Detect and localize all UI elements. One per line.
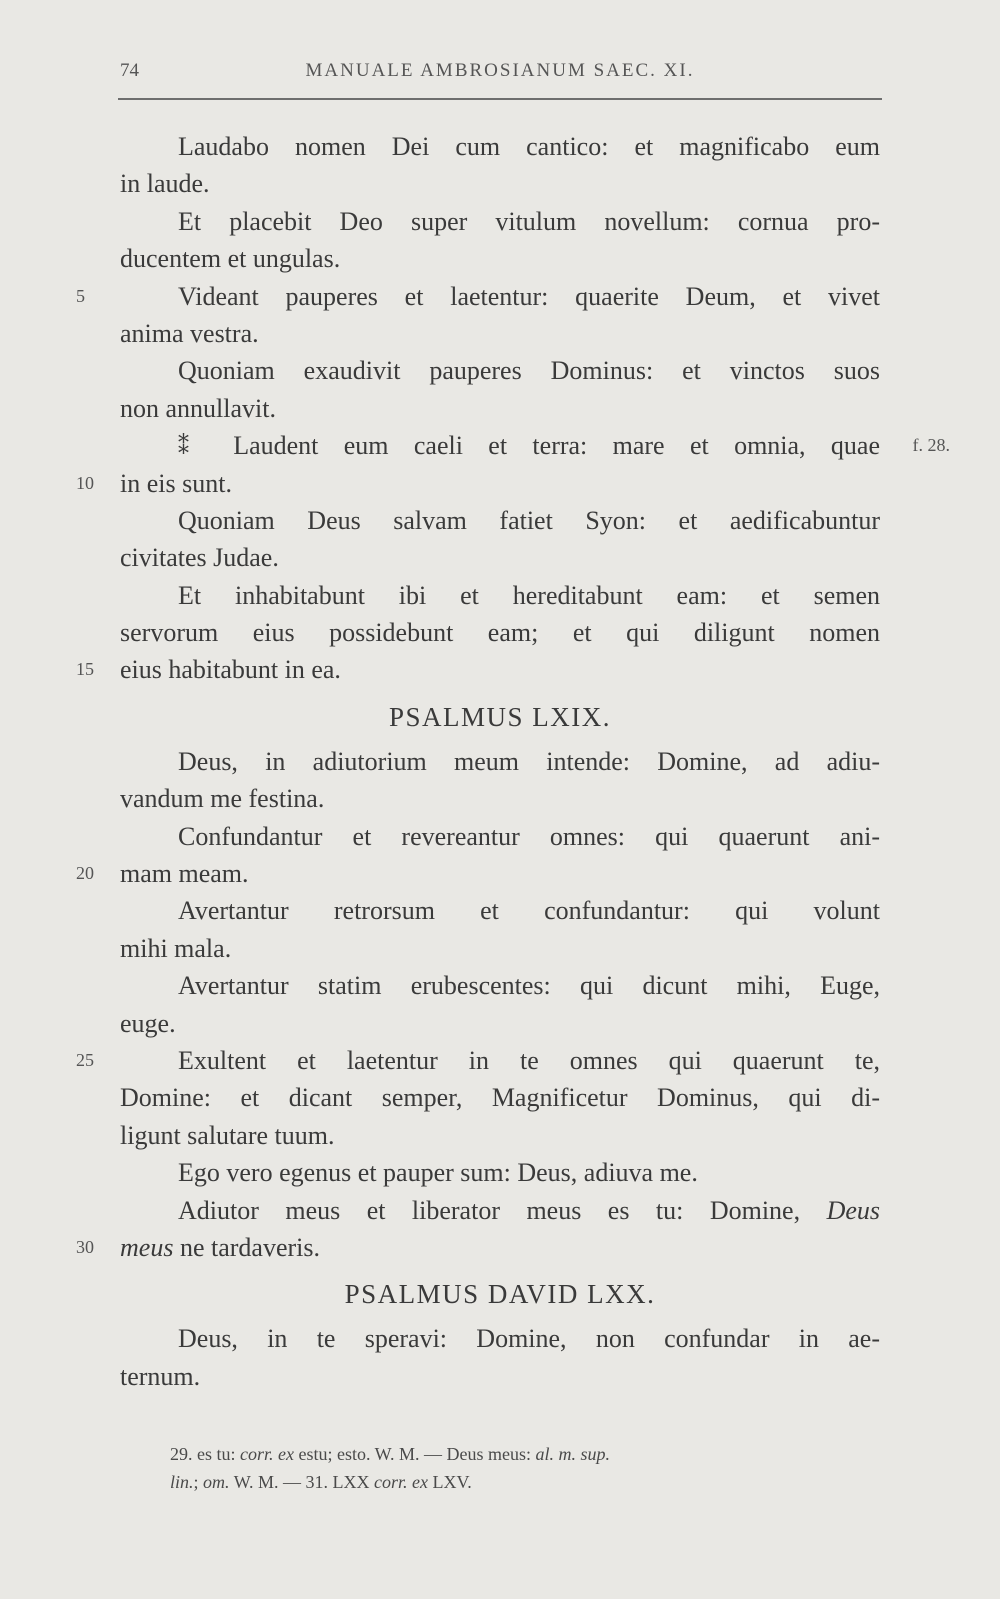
psalm-heading-text: PSALMUS DAVID LXX.: [344, 1279, 656, 1310]
text-line: [120, 128, 880, 165]
page-header: [120, 60, 880, 96]
text-line: [120, 892, 880, 929]
text-line-content: [120, 1229, 880, 1266]
line-text: Ego vero egenus et pauper sum: Deus, adiuva me.: [178, 1158, 698, 1188]
line-number: 5: [76, 285, 85, 306]
line-text: anima vestra.: [120, 318, 259, 348]
line-text: ne tardaveris.: [173, 1232, 320, 1262]
text-line-content: [120, 539, 880, 576]
text-line: [120, 577, 880, 614]
footnote-line: [170, 1468, 870, 1496]
footnote-text: estu; esto. W. M. — Deus meus:: [293, 1444, 536, 1464]
text-line-content: [120, 427, 880, 465]
text-line: [120, 1117, 880, 1154]
line-text: Quoniam exaudivit pauperes Dominus: et vinctos suos: [178, 356, 880, 386]
line-number: 20: [76, 863, 94, 884]
text-line-content: [120, 165, 880, 202]
footnote-text: W. M. — 31. LXX: [229, 1472, 375, 1492]
psalm-heading: [120, 1268, 880, 1320]
line-number: 10: [76, 472, 94, 493]
text-line: [120, 240, 880, 277]
footnote-line: [170, 1440, 870, 1468]
italic-word: meus: [120, 1232, 174, 1262]
line-text: Domine: et dicant semper, Magnificetur Dominus, qui di-: [120, 1083, 880, 1113]
footnote-italic: al. m. sup.: [535, 1444, 610, 1464]
text-line-content: [120, 315, 880, 352]
line-text: Avertantur retrorsum et confundantur: qui volunt: [178, 896, 880, 926]
text-line: [120, 1005, 880, 1042]
line-text: mam meam.: [120, 859, 249, 889]
line-text: ducentem et ungulas.: [120, 244, 341, 274]
text-line-content: [120, 855, 880, 892]
footnote-text: ;: [193, 1472, 204, 1492]
line-text: non annullavit.: [120, 393, 276, 423]
line-text: Videant pauperes et laetentur: quaerite Deum, et vivet: [178, 281, 880, 311]
line-text: servorum eius possidebunt eam; et qui diligunt nomen: [120, 618, 880, 648]
text-line: [120, 502, 880, 539]
text-line: [120, 1320, 880, 1357]
footnote-italic: corr. ex: [240, 1444, 294, 1464]
text-line-content: [120, 1005, 880, 1042]
text-line: [120, 967, 880, 1004]
folio-margin-note: f. 28.: [912, 435, 950, 456]
text-line: [120, 780, 880, 817]
text-line: [120, 315, 880, 352]
footnote-italic: om.: [203, 1472, 230, 1492]
text-line: [120, 1192, 880, 1229]
antiphon-siglum: ⁑: [178, 434, 208, 460]
text-line: [76, 278, 880, 315]
text-line-content: [120, 818, 880, 855]
footnote-text: LXV.: [428, 1472, 472, 1492]
line-text: euge.: [120, 1008, 176, 1038]
line-text: Et placebit Deo super vitulum novellum: cornua pro-: [178, 206, 880, 236]
line-number: 15: [76, 659, 94, 680]
page-number: 74: [120, 60, 139, 81]
text-line: [120, 614, 880, 651]
text-line: [120, 427, 950, 464]
psalm-text: [76, 128, 950, 1395]
line-text: Confundantur et revereantur omnes: qui quaerunt ani-: [178, 821, 880, 851]
header-rule: [118, 98, 882, 100]
text-line: [120, 930, 880, 967]
text-line-content: [120, 1320, 880, 1357]
text-line-content: [120, 203, 880, 240]
text-line: [120, 1154, 880, 1191]
line-number: 30: [76, 1236, 94, 1257]
text-line-content: [120, 1117, 880, 1154]
line-text: mihi mala.: [120, 933, 232, 963]
line-text: Deus, in te speravi: Domine, non confundar in ae-: [178, 1324, 880, 1354]
text-line-content: [120, 780, 880, 817]
text-line-content: [120, 1079, 880, 1116]
text-line: [120, 203, 880, 240]
line-text: Quoniam Deus salvam fatiet Syon: et aedificabuntur: [178, 505, 880, 535]
line-text: in laude.: [120, 169, 210, 199]
text-line: [120, 390, 880, 427]
text-line-content: [120, 390, 880, 427]
text-line: [76, 465, 880, 502]
psalm-heading-text: PSALMUS LXIX.: [388, 701, 612, 732]
text-line-content: [120, 651, 880, 688]
line-text: Laudent eum caeli et terra: mare et omnia, quae: [233, 431, 880, 461]
text-line-content: [120, 1358, 880, 1395]
line-text: Laudabo nomen Dei cum cantico: et magnificabo eum: [178, 132, 880, 161]
running-title: MANUALE AMBROSIANUM SAEC. XI.: [305, 60, 695, 81]
text-line: [76, 651, 880, 688]
text-line-content: [120, 743, 880, 780]
text-line: [120, 352, 880, 389]
text-line-content: [120, 614, 880, 651]
text-line-content: [120, 465, 880, 502]
text-line: [120, 818, 880, 855]
text-line: [76, 855, 880, 892]
text-line-content: [120, 502, 880, 539]
text-line: [120, 539, 880, 576]
line-text: civitates Judae.: [120, 543, 279, 573]
text-line-content: [120, 1154, 880, 1191]
text-line-content: [120, 352, 880, 389]
text-line: [120, 1079, 880, 1116]
line-text: Adiutor meus et liberator meus es tu: Domine,: [178, 1195, 801, 1225]
text-line-content: [120, 278, 880, 315]
line-text: in eis sunt.: [120, 468, 232, 498]
text-line-content: [120, 577, 880, 614]
line-text: eius habitabunt in ea.: [120, 655, 341, 685]
text-line: [120, 1358, 880, 1395]
text-line-content: [120, 892, 880, 929]
footnote-italic: lin.: [170, 1472, 194, 1492]
text-line-content: [120, 1192, 880, 1229]
text-line-content: [120, 930, 880, 967]
footnotes: [170, 1440, 870, 1496]
psalm-heading: [120, 691, 880, 743]
text-line: [76, 1042, 880, 1079]
italic-word: Deus: [826, 1195, 880, 1225]
text-line: [120, 743, 880, 780]
text-line: [120, 165, 880, 202]
line-text: vandum me festina.: [120, 784, 325, 814]
text-line-content: [120, 128, 880, 165]
line-text: Deus, in adiutorium meum intende: Domine, ad adiu-: [178, 746, 880, 776]
footnote-text: 29. es tu:: [170, 1444, 240, 1464]
line-text: ternum.: [120, 1361, 201, 1391]
text-line-content: [120, 240, 880, 277]
line-number: 25: [76, 1049, 94, 1070]
line-text: Avertantur statim erubescentes: qui dicunt mihi, Euge,: [178, 971, 880, 1001]
text-line-content: [120, 967, 880, 1004]
footnote-italic: corr. ex: [374, 1472, 429, 1492]
text-line: [76, 1229, 880, 1266]
text-line-content: [120, 1042, 880, 1079]
line-text: Et inhabitabunt ibi et hereditabunt eam: et semen: [178, 580, 880, 610]
line-text: ligunt salutare tuum.: [120, 1120, 335, 1150]
line-text: Exultent et laetentur in te omnes qui quaerunt te,: [178, 1045, 880, 1075]
